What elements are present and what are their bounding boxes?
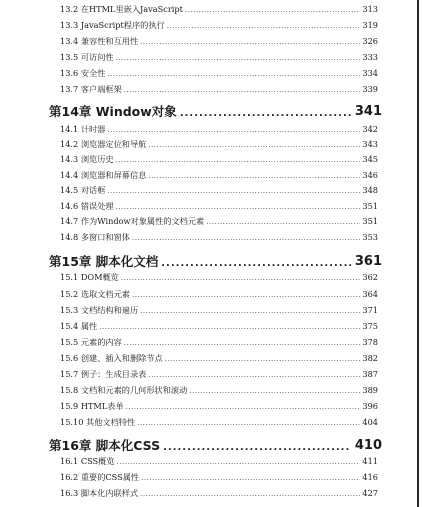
toc-entry-page: 411	[362, 456, 378, 466]
toc-entry-title: 13.2 在HTML里嵌入JavaScript	[60, 3, 183, 14]
toc-entry-title: 15.3 文档结构和遍历	[60, 304, 139, 315]
toc-entry-title: 15.7 例子：生成目录表	[60, 368, 147, 379]
toc-entry-page: 313	[362, 4, 378, 14]
dot-leader	[140, 307, 360, 315]
toc-entry-page: 339	[362, 84, 378, 94]
toc-entry-title: 14.7 作为Window对象属性的文档元素	[60, 215, 205, 226]
dot-leader	[126, 403, 360, 411]
dot-leader	[107, 187, 360, 195]
dot-leader	[206, 218, 360, 226]
toc-entry-title: 14.4 浏览器和屏幕信息	[60, 169, 147, 180]
toc-entry-title: 16.3 脚本化内联样式	[60, 487, 139, 498]
toc-entry-title: 16.1 CSS概览	[60, 455, 115, 466]
toc-entry-page: 346	[362, 170, 378, 180]
dot-leader	[116, 156, 360, 164]
dot-leader	[116, 54, 360, 62]
toc-entry-page: 362	[362, 272, 378, 282]
toc-entry-title: 14.3 浏览历史	[60, 153, 114, 164]
toc-entry-page: 371	[362, 305, 378, 315]
dot-leader	[180, 108, 351, 119]
dot-leader	[148, 371, 360, 379]
toc-entry-title: 15.4 属性	[60, 320, 98, 331]
dot-leader	[107, 70, 360, 78]
toc-entry-title: 15.9 HTML表单	[60, 400, 124, 411]
dot-leader	[107, 126, 360, 134]
toc-entry-page: 364	[362, 289, 378, 299]
toc-entry-14-8	[60, 228, 378, 246]
dot-leader	[161, 258, 351, 269]
toc-entry-page: 342	[362, 124, 378, 134]
toc-entry-page: 396	[362, 401, 378, 411]
toc-entry-page: 353	[362, 232, 378, 242]
toc-entry-page: 382	[362, 353, 378, 363]
toc-entry-page: 334	[362, 68, 378, 78]
toc-entry-page: 389	[362, 385, 378, 395]
toc-entry-title: 15.8 文档和元素的几何形状和滚动	[60, 384, 188, 395]
chapter-title: 第16章 脚本化CSS	[49, 438, 161, 453]
toc-entry-title: 13.4 兼容性和互用性	[60, 35, 139, 46]
toc-entry-15-1	[60, 268, 378, 286]
toc-entry-page: 351	[362, 201, 378, 211]
dot-leader	[148, 172, 360, 180]
dot-leader	[167, 22, 360, 30]
toc-entry-page: 345	[362, 154, 378, 164]
dot-leader	[140, 38, 360, 46]
toc-entry-13-7	[60, 80, 378, 98]
toc-entry-title: 15.10 其他文档特性	[60, 416, 136, 427]
dot-leader	[124, 86, 360, 94]
chapter-title: 第15章 脚本化文档	[49, 254, 159, 269]
toc-entry-title: 15.2 选取文档元素	[60, 288, 130, 299]
dot-leader	[117, 458, 360, 466]
toc-entry-title: 16.2 重要的CSS属性	[60, 471, 140, 482]
toc-chapter-14	[49, 100, 382, 122]
toc-entry-title: 13.3 JavaScript程序的执行	[60, 19, 165, 30]
toc-entry-title: 15.1 DOM概览	[60, 271, 119, 282]
toc-entry-page: 378	[362, 337, 378, 347]
toc-entry-title: 13.5 可访问性	[60, 51, 114, 62]
toc-entry-15-10	[60, 413, 378, 431]
toc-entry-page: 427	[362, 488, 378, 498]
dot-leader	[121, 274, 360, 282]
toc-entry-page: 348	[362, 185, 378, 195]
dot-leader	[165, 355, 360, 363]
toc-entry-page: 416	[362, 472, 378, 482]
chapter-page: 341	[354, 103, 382, 119]
toc-entry-page: 404	[362, 417, 378, 427]
dot-leader	[189, 387, 360, 395]
chapter-title: 第14章 Window对象	[49, 104, 177, 119]
toc-entry-page: 333	[362, 52, 378, 62]
toc-entry-title: 15.6 创建、插入和删除节点	[60, 352, 163, 363]
dot-leader	[124, 339, 360, 347]
dot-leader	[99, 323, 360, 331]
toc-entry-title: 13.6 安全性	[60, 67, 106, 78]
toc-entry-16-3	[60, 484, 378, 502]
toc-entry-title: 13.7 客户端框架	[60, 83, 122, 94]
toc-entry-title: 15.5 元素的内容	[60, 336, 122, 347]
dot-leader	[116, 203, 360, 211]
chapter-page: 361	[354, 253, 382, 269]
toc-entry-title: 14.5 对话框	[60, 184, 106, 195]
dot-leader	[137, 419, 360, 427]
dot-leader	[132, 291, 360, 299]
dot-leader	[185, 6, 360, 14]
dot-leader	[140, 490, 360, 498]
toc-entry-page: 351	[362, 216, 378, 226]
toc-entry-title: 14.8 多窗口和窗体	[60, 231, 130, 242]
dot-leader	[148, 141, 360, 149]
toc-entry-page: 375	[362, 321, 378, 331]
chapter-page: 410	[354, 437, 382, 453]
toc-entry-title: 14.6 错误处理	[60, 200, 114, 211]
toc-entry-page: 319	[362, 20, 378, 30]
toc-entry-page: 326	[362, 36, 378, 46]
dot-leader	[132, 234, 360, 242]
toc-entry-title: 14.2 浏览器定位和导航	[60, 138, 147, 149]
toc-entry-page: 343	[362, 139, 378, 149]
dot-leader	[141, 474, 360, 482]
dot-leader	[163, 442, 351, 453]
toc-entry-page: 387	[362, 369, 378, 379]
toc-entry-title: 14.1 计时器	[60, 123, 106, 134]
